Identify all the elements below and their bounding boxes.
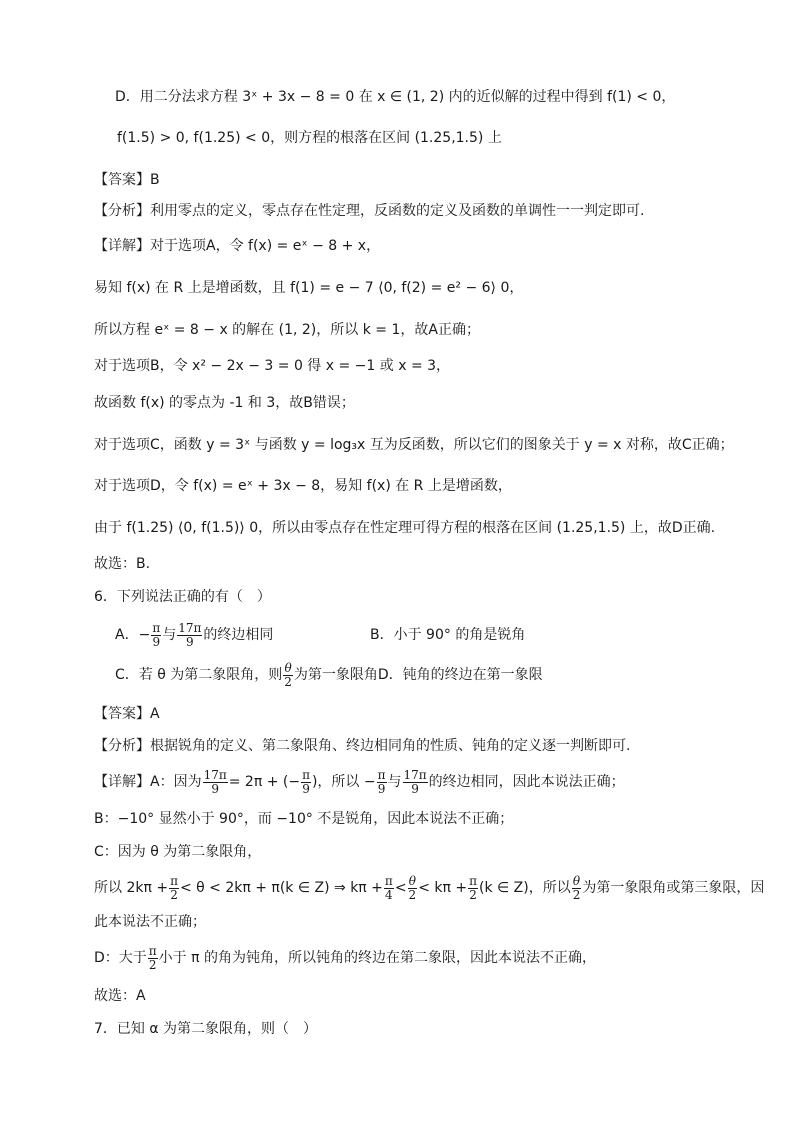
detail-line: 此本说法不正确； bbox=[94, 914, 206, 930]
answer-label: 【答案】B bbox=[94, 172, 160, 188]
fraction: $\frac{\theta}{2}$ bbox=[572, 873, 581, 902]
fraction: $\frac{17\pi}{9}$ bbox=[203, 767, 227, 796]
option-b: B．小于 90° 的角是锐角 bbox=[370, 627, 526, 643]
detail-line: B：−10° 显然小于 90°，而 −10° 不是锐角，因此本说法不正确； bbox=[94, 811, 514, 827]
detail-line: 故函数 f(x) 的零点为 -1 和 3，故B错误； bbox=[94, 395, 355, 411]
fraction: $\frac{17\pi}{9}$ bbox=[403, 767, 427, 796]
detail-line: 对于选项C，函数 y = 3ˣ 与函数 y = log₃x 互为反函数，所以它们的图象关于 y = x 对称，故C正确； bbox=[94, 437, 734, 453]
option-d-line-1: D．用二分法求方程 3ˣ + 3x − 8 = 0 在 x ∈ (1, 2) 内的近似解的过程中得到 f(1) < 0， bbox=[115, 89, 676, 105]
selection-text: 故选：B. bbox=[94, 556, 151, 572]
fraction: $\frac{\pi}{2}$ bbox=[469, 873, 477, 902]
detail-line: 所以 2kπ + $\frac{\pi}{2}$ < θ < 2kπ + π(k ∈ Z) ⇒ kπ + $\frac{\pi}{4}$ < $\frac{\theta}{2}$ < kπ + $\frac{\pi}{2}$ (k ∈ Z)，所以 $\frac{\theta}{2}$ 为第一象限角或第三象限，因 bbox=[94, 873, 765, 902]
detail-line: 【详解】A：因为 $\frac{17\pi}{9}$ = 2π + (− $\frac{\pi}{9}$ )，所以 − $\frac{\pi}{9}$ 与 $\frac{17\pi}{9}$ 的终边相同，因此本说法正确； bbox=[94, 767, 625, 796]
detail-line: 对于选项D，令 f(x) = eˣ + 3x − 8，易知 f(x) 在 R 上是增函数， bbox=[94, 478, 512, 494]
fraction: $\frac{\pi}{9}$ bbox=[302, 767, 310, 796]
question-7: 7．已知 α 为第二象限角，则（ ） bbox=[94, 1021, 318, 1037]
detail-line: 所以方程 eˣ = 8 − x 的解在 (1, 2)，所以 k = 1，故A正确； bbox=[94, 322, 480, 338]
detail-line: C：因为 θ 为第二象限角， bbox=[94, 844, 262, 860]
fraction: $\frac{17\pi}{9}$ bbox=[178, 620, 202, 649]
option-d: D．钝角的终边在第一象限 bbox=[377, 667, 543, 683]
fraction: $\frac{\pi}{2}$ bbox=[148, 943, 157, 972]
detail-line: D：大于 $\frac{\pi}{2}$ 小于 π 的角为钝角，所以钝角的终边在第二象限，因此本说法不正确， bbox=[94, 943, 596, 972]
detail-line: 【详解】对于选项A，令 f(x) = eˣ − 8 + x， bbox=[94, 238, 381, 254]
selection-text: 故选：A bbox=[94, 988, 146, 1004]
answer-label: 【答案】A bbox=[94, 706, 160, 722]
fraction: $\frac{\theta}{2}$ bbox=[284, 660, 292, 689]
question-6: 6．下列说法正确的有（ ） bbox=[94, 589, 271, 605]
fraction: $\frac{\pi}{9}$ bbox=[377, 767, 386, 796]
fraction: $\frac{\pi}{9}$ bbox=[152, 620, 161, 649]
analysis-text: 【分析】利用零点的定义，零点存在性定理，反函数的定义及函数的单调性一一判定即可. bbox=[94, 203, 645, 219]
detail-line: 由于 f(1.25) ⟨0, f(1.5)⟩ 0，所以由零点存在性定理可得方程的根落在区间 (1.25,1.5) 上，故D正确. bbox=[94, 520, 716, 536]
detail-line: 对于选项B，令 x² − 2x − 3 = 0 得 x = −1 或 x = 3， bbox=[94, 358, 451, 374]
fraction: $\frac{\pi}{4}$ bbox=[384, 873, 393, 902]
option-a: A．− $\frac{\pi}{9}$ 与 $\frac{17\pi}{9}$ 的终边相同 bbox=[115, 620, 274, 649]
detail-line: 易知 f(x) 在 R 上是增函数，且 f(1) = e − 7 ⟨0, f(2) = e² − 6⟩ 0， bbox=[94, 280, 524, 296]
analysis-text: 【分析】根据锐角的定义、第二象限角、终边相同角的性质、钝角的定义逐一判断即可. bbox=[94, 738, 631, 754]
option-c: C．若 θ 为第二象限角，则 $\frac{\theta}{2}$ 为第一象限角D．钝角的终边在第一象限 bbox=[115, 660, 543, 689]
option-d-line-2: f(1.5) > 0, f(1.25) < 0，则方程的根落在区间 (1.25,1.5) 上 bbox=[117, 130, 502, 146]
fraction: $\frac{\theta}{2}$ bbox=[408, 873, 417, 902]
fraction: $\frac{\pi}{2}$ bbox=[170, 873, 178, 902]
